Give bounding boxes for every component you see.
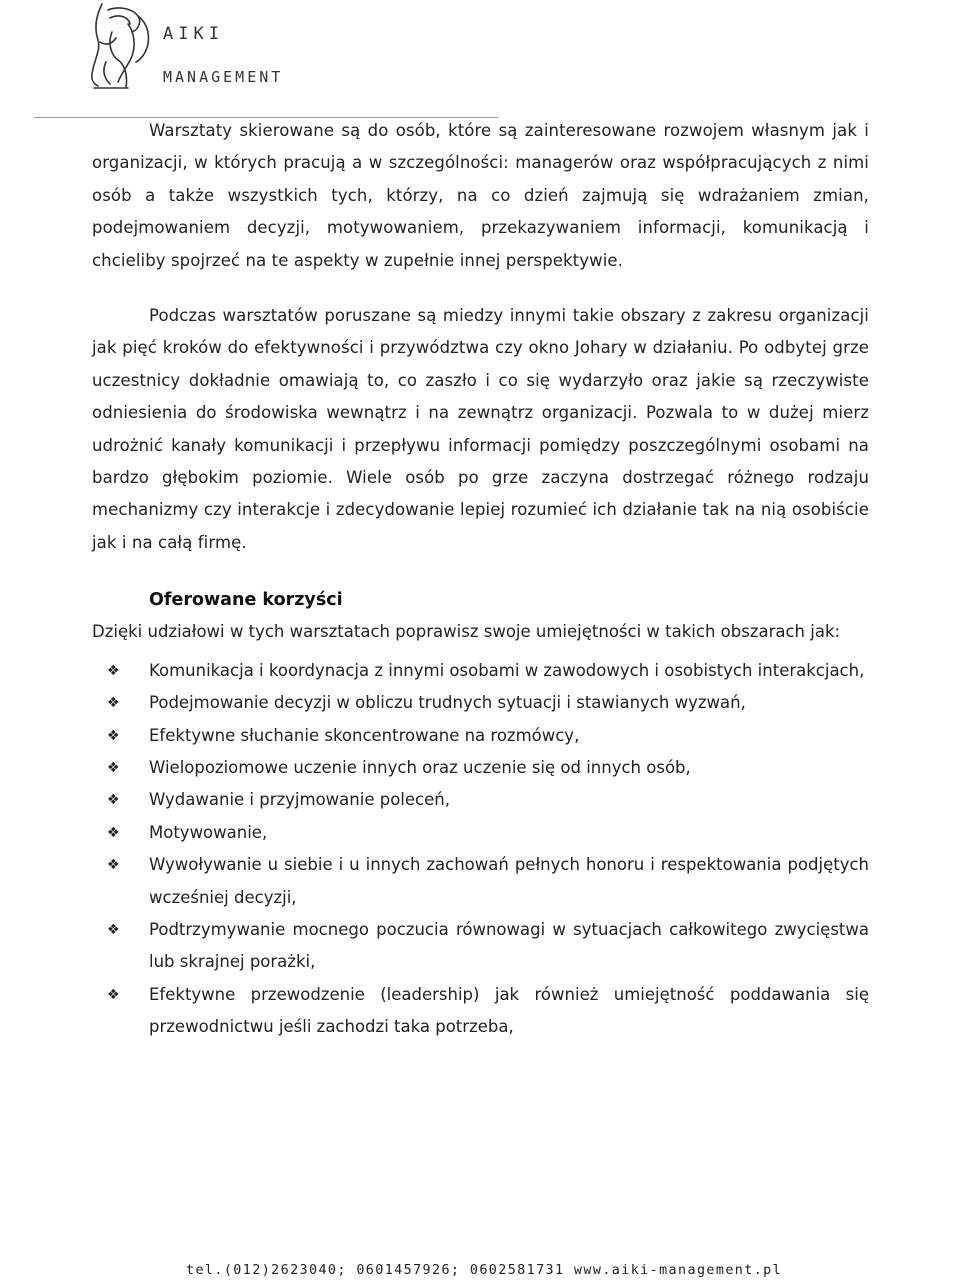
list-item-text: Podejmowanie decyzji w obliczu trudnych sytuacji i stawianych wyzwań, [149, 693, 746, 713]
diamond-bullet-icon: ❖ [107, 986, 120, 1003]
list-item [92, 687, 869, 719]
intro-paragraph: Warsztaty skierowane są do osób, które są zainteresowane rozwojem własnym jak i organizacji, w których pracują a w szczególności: managerów oraz współpracujących z nimi osób a także wszystkich tych, którzy, na co dzień zajmują się wdrażaniem zmian, podejmowaniem decyzji, motywowaniem, przekazywaniem informacji, komunikacją i chcieliby spojrzeć na te aspekty w zupełnie innej perspektywie. [92, 121, 869, 270]
list-item-text: Efektywne słuchanie skoncentrowane na rozmówcy, [149, 725, 580, 745]
diamond-bullet-icon: ❖ [107, 759, 120, 776]
list-item-text: Efektywne przewodzenie (leadership) jak również umiejętność poddawania się przewodnictwu jeśli zachodzi taka potrzeba, [149, 984, 869, 1037]
diamond-bullet-icon: ❖ [107, 662, 120, 679]
workshop-description-paragraph: Podczas warsztatów poruszane są miedzy innymi takie obszary z zakresu organizacji jak pięć kroków do efektywności i przywództwa czy okno Johary w działaniu. Po odbytej grze uczestnicy dokładnie omawiają to, co zaszło i co się wydarzyło oraz jakie są rzeczywiste odniesienia do środowiska wewnątrz i na zewnątrz organizacji. Pozwala to w dużej mierz udrożnić kanały komunikacji i przepływu informacji pomiędzy poszczególnymi osobami na bardzo głębokim poziomie. Wiele osób po grze zaczyna dostrzegać różnego rodzaju mechanizmy czy interakcje i zdecydowanie lepiej rozumieć ich działanie tak na nią osobiście jak i na całą firmę. [92, 306, 869, 552]
section-heading: Oferowane korzyści [149, 590, 343, 611]
diamond-bullet-icon: ❖ [107, 727, 120, 744]
company-logo [88, 2, 328, 92]
list-item-text: Komunikacja i koordynacja z innymi osobami w zawodowych i osobistych interakcjach, [149, 660, 865, 680]
list-item-text: Wielopoziomowe uczenie innych oraz uczenie się od innych osób, [149, 757, 691, 777]
list-item-text: Podtrzymywanie mocnego poczucia równowagi w sytuacjach całkowitego zwycięstwa lub skrajnej porażki, [149, 919, 869, 972]
diamond-bullet-icon: ❖ [107, 824, 120, 841]
diamond-bullet-icon: ❖ [107, 857, 120, 874]
footer-contact: tel.(012)2623040; 0601457926; 0602581731 www.aiki-management.pl [186, 1263, 783, 1278]
list-item [92, 720, 869, 752]
section-intro: Dzięki udziałowi w tych warsztatach poprawisz swoje umiejętności w takich obszarach jak: [92, 622, 841, 642]
diamond-bullet-icon: ❖ [107, 792, 120, 809]
list-item [92, 655, 869, 687]
logo-text-management: MANAGEMENT [163, 68, 284, 86]
list-item-text: Wywoływanie u siebie i u innych zachowań pełnych honoru i respektowania podjętych wcześniej decyzji, [149, 855, 869, 907]
document-body [92, 115, 869, 1044]
list-item [92, 849, 869, 914]
list-item-text: Wydawanie i przyjmowanie poleceń, [149, 790, 450, 810]
list-item [92, 817, 869, 849]
aikido-figure-logo-icon [88, 2, 163, 92]
logo-text-aiki: AIKI [163, 24, 224, 44]
list-item-text: Motywowanie, [149, 822, 268, 842]
list-item [92, 784, 869, 816]
list-item [92, 752, 869, 784]
list-item [92, 914, 869, 979]
diamond-bullet-icon: ❖ [107, 921, 120, 938]
diamond-bullet-icon: ❖ [107, 695, 120, 712]
list-item [92, 979, 869, 1044]
benefits-list [92, 655, 869, 1044]
